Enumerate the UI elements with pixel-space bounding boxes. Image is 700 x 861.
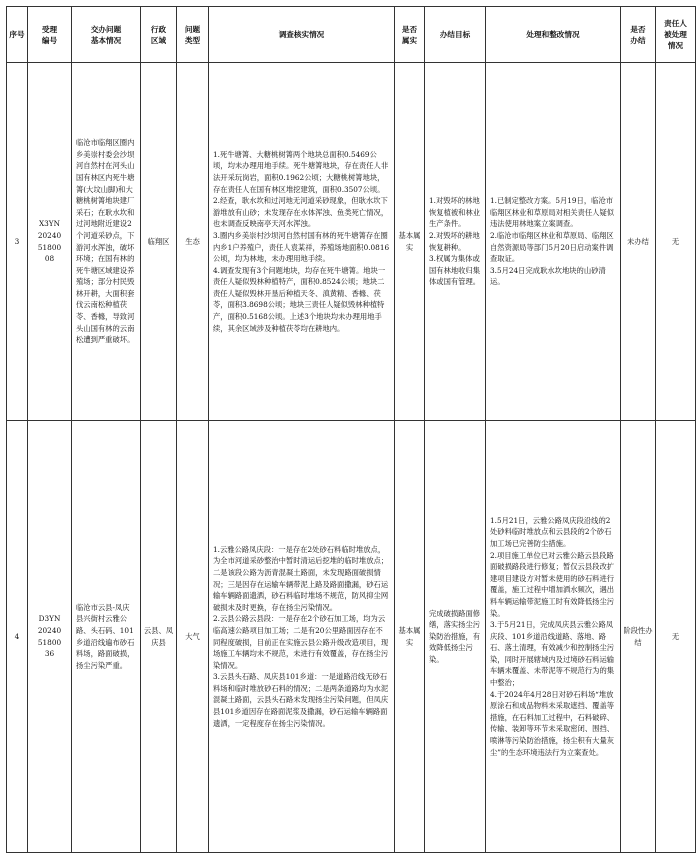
header-done: 是否 办结 [621,7,656,63]
row-goal: 完成破损路面修缮，落实扬尘污染防治措施，有效降低扬尘污染。 [425,421,486,853]
header-type: 问题 类型 [177,7,209,63]
table-row [7,63,696,421]
row-handling: 1.已制定整改方案。5月19日，临沧市临翔区林业和草原局对相关责任人疑似违法使用林地案立案调查。 2.临沧市临翔区林业和草原局、临翔区自然资源局等部门5月20日启动案件调查取证。 3.5月24日完成耿水坎地块的山砂清运。 [486,63,621,421]
row-handling: 1.5月21日，云雅公路凤庆段沿线的2处砂料临时堆放点和云县段的2个砂石加工场已完善防尘措施。 2.项目施工单位已对云雅公路云县段路面破损路段进行修复；暂仅云县段改扩建项目建设方对暂未使用的砂石料进行覆盖，施工过程中增加洒水频次，遇出料车辆运输带泥施工时有效降低扬尘污染。 3.于5月21日，完成凤庆县云雅公路凤庆段、101乡道沿线道路、落地、路石、落土清理，有效减少和控制扬尘污染，同时开展辖域内及过境砂石料运输车辆未覆盖、未带泥等不规范行为的集中整治； 4.于2024年4月28日对砂石料场“堆放原涂石和成品物料未采取遮挡、覆盖等措施，在石料加工过程中，石料破碎、传输、装卸等环节未采取密闭、围挡、喷淋等污染防治措施，扬尘积有大量灰尘”的生态环境违法行为立案查处。 [486,421,621,853]
row-region: 临翔区 [141,63,177,421]
row-code: D3YN 20240 51800 36 [28,421,72,853]
header-true: 是否 属实 [395,7,425,63]
row-region: 云县、凤庆县 [141,421,177,853]
rectification-table [6,6,696,853]
row-goal: 1.对毁坏的林地恢复植被和林业生产条件。 2.对毁坏的耕地恢复耕种。 3.权属为集体或国有林地收归集体或国有管理。 [425,63,486,421]
row-basic: 临沧市云县-凤庆县兴街村云雅公路、头石码、101乡道沿线遍布砂石料场，路面破损，扬尘污染严重。 [72,421,141,853]
header-code: 受理 编号 [28,7,72,63]
row-type: 生态 [177,63,209,421]
row-no: 4 [7,421,28,853]
header-region: 行政 区域 [141,7,177,63]
row-done: 未办结 [621,63,656,421]
row-done: 阶段性办结 [621,421,656,853]
header-goal: 办结目标 [425,7,486,63]
header-investigation: 调查核实情况 [209,7,395,63]
row-person: 无 [656,63,696,421]
row-true: 基本属实 [395,421,425,853]
header-row [7,7,696,63]
header-handling: 处理和整改情况 [486,7,621,63]
row-true: 基本属实 [395,63,425,421]
row-code: X3YN 20240 51800 08 [28,63,72,421]
header-no: 序号 [7,7,28,63]
row-basic: 临沧市临翔区圈内乡美崇村委会沙坝河自然村在河头山国有林区内死牛塘箐(大坟山脚)和大糖桃树箐地块建厂采石；在耿水坎和过河地附近建设2个河道采砂点，下游河水浑浊，破坏环境；在国有林的死牛塘区域建设养殖场；部分村民毁林开耕，大面积套伐云南松种植茯苓、香橼，导致河头山国有林的云南松遭到严重破坏。 [72,63,141,421]
row-investigation: 1.云雅公路凤庆段：一是存在2处砂石料临时堆放点，为全市河道采砂整治中暂时清运后挖堆的临时堆放点；二是该段公路为沥青混凝土路面，未发现路面破损情况；三是因存在运输车辆带泥上路及路面撒漏，砂石运输车辆路面遗洒，砂石料临时堆场不规范，防风抑尘网破损未及时更换，存在扬尘污染情况。 2.云县公路云县段：一是存在2个砂石加工场，均为云临高速公路项目加工场；二是有20公里路面因存在不同程度破损，目前正在实施云县公路升级改造项目，现场施工车辆均未不规范，未进行有效覆盖，存在扬尘污染情况。 3.云县头石路、凤庆县101乡道：一是道路沿线无砂石料场和临时堆放砂石料的情况；二是两条道路均为水泥混凝土路面，云县头石路未发现扬尘污染问题，但凤庆县101乡道因存在路面泥浆及撒漏，砂石运输车辆路面遗洒，一定程度存在扬尘污染情况。 [209,421,395,853]
table-row [7,421,696,853]
row-person: 无 [656,421,696,853]
header-basic: 交办问题 基本情况 [72,7,141,63]
header-person: 责任人 被处理 情况 [656,7,696,63]
row-type: 大气 [177,421,209,853]
row-investigation: 1.死牛塘箐、大糖桃树箐两个地块总面积0.5469公顷，均未办理用地手续。死牛塘箐地块，存在责任人非法开采玩岗岩，面积0.1962公顷；大糖桃树箐地块，存在责任人在国有林区堆挖建筑，面积0.3507公顷。 2.经查，耿水坎和过河地无河道采砂现象，但耿水坎下游堆放有山砂；未发现存在水体浑浊、鱼类死亡情况，也未调查反映南亭天河水浑浊。 3.圈内乡美崇村沙坝河自然村国有林的死牛塘箐存在圈内乡1户养殖户，责任人袁某祥，养殖场地面积0.0816公顷，均为林地，未办理用地手续。 4.调查发现有3个问题地块，均存在死牛塘箐。地块一责任人疑似毁林种植特产，面积0.8524公顷；地块二责任人疑似毁林开垦后种植天冬、滇黄精、香橼、茯苓，面积3.8698公顷；地块三责任人疑似毁林种植特产，面积0.5168公顷。上述3个地块均未办理用地手续，其余区域涉及种植茯苓均在耕地内。 [209,63,395,421]
row-no: 3 [7,63,28,421]
